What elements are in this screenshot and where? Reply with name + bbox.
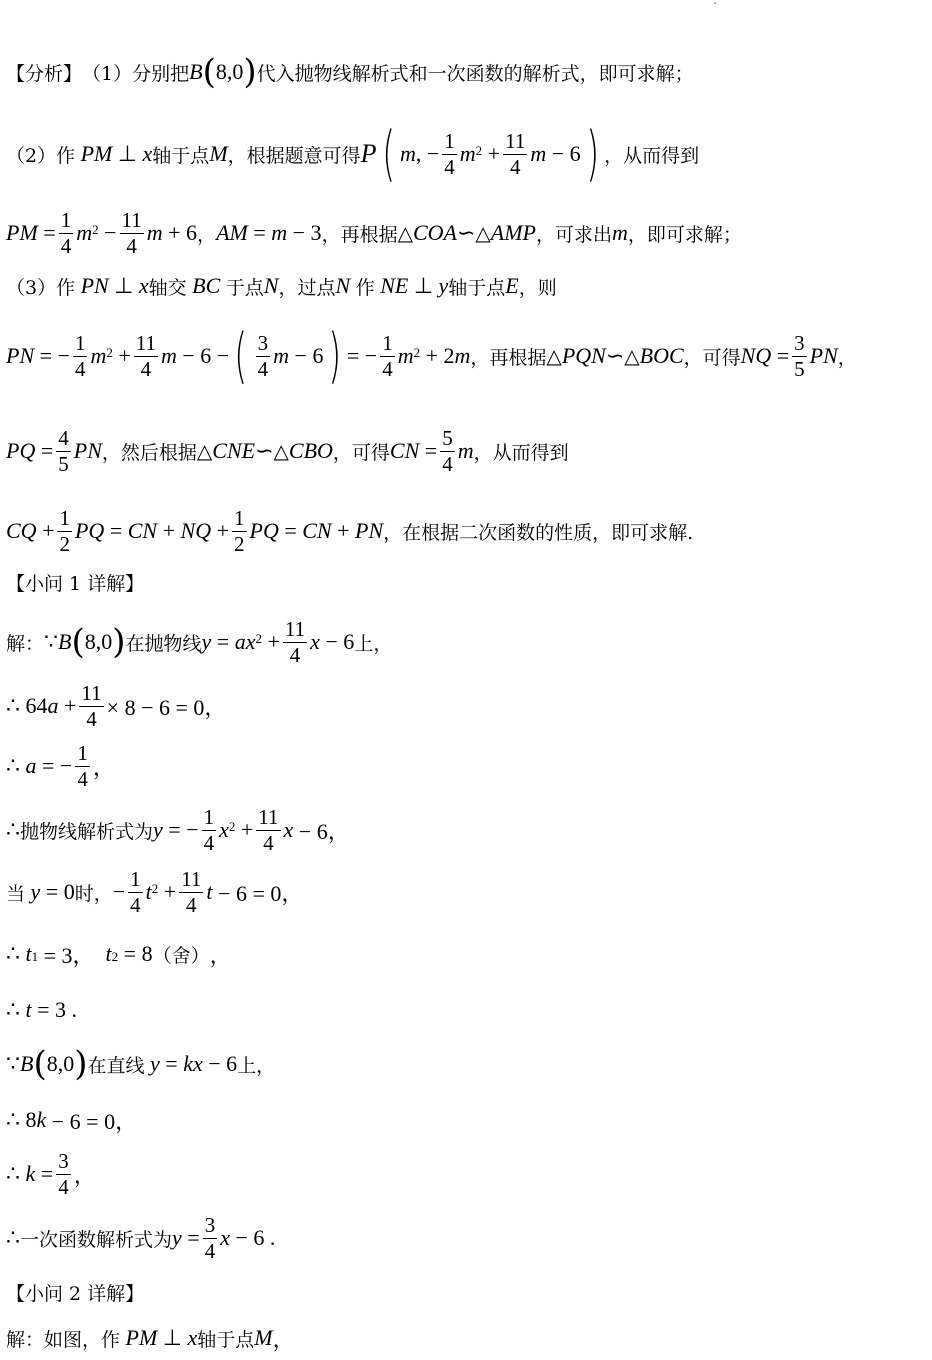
text: 代入抛物线解析式和一次函数的解析式，即可求解； — [256, 62, 694, 85]
q1-line-3: ∴ a = − $\frac{1}{4}$ ， — [6, 741, 115, 791]
text: 于点 — [225, 276, 264, 299]
text: ，根据题意可得 — [227, 144, 361, 167]
text: ，则 — [518, 276, 557, 299]
q2-header — [6, 1270, 144, 1314]
text: 抛物线解析式为 — [20, 820, 154, 843]
text: 上， — [354, 632, 393, 655]
analysis-line-4: （3）作 PN ⊥ x 轴交 BC 于点 N ，过点 N 作 NE ⊥ y 轴于点 E ，则 — [6, 273, 557, 299]
text: 解：如图，作 — [6, 1328, 121, 1351]
text: ，在根据二次函数的性质，即可求解. — [383, 521, 694, 544]
text: 作 — [355, 276, 375, 299]
text: （1）分别把 — [82, 62, 190, 85]
q1-line-10: ∴ k = $\frac{3}{4}$ ， — [6, 1149, 96, 1199]
text: ，然后根据 — [101, 441, 197, 464]
text: 轴于点 — [197, 1328, 255, 1351]
analysis-line-6: PQ = $\frac{4}{5}$ PN ，然后根据 △ CNE ∽ △ CBO ，可得 CN = $\frac{5}{4}$ m ，从而得到 — [6, 426, 569, 476]
text: ，可得 — [332, 441, 390, 464]
section-title: 【小问 2 详解】 — [6, 1282, 145, 1305]
text: ， — [197, 223, 217, 246]
analysis-line-5: PN = − $\frac{1}{4}$ m $^2$ + $\frac{11}{4}$ m − 6 − ( $\frac{3}{4}$ m − 6 ) = − $\frac{1}{4}$ m $^2$ + 2 m ，再根据 △ PQN ∽ △ BOC ，可得 NQ = $\frac{3}{5}$ PN ， — [6, 321, 857, 391]
q2-line-1: 解：如图，作 PM ⊥ x 轴于点 M ， — [6, 1325, 295, 1352]
scan-speck — [714, 2, 716, 4]
text: 当 — [6, 882, 26, 905]
section-title: 【小问 1 详解】 — [6, 572, 145, 595]
text: ，从而得到 — [604, 144, 700, 167]
q1-line-2: ∴ 64 a + $\frac{11}{4}$ × 8 − 6 = 0， — [6, 681, 227, 731]
text: 一次函数解析式为 — [20, 1228, 173, 1251]
text: （2）作 — [6, 144, 76, 167]
analysis-line-1: 【分析】 （1）分别把 B ( 8,0 ) 代入抛物线解析式和一次函数的解析式，即可求解； — [6, 52, 694, 92]
text: （3）作 — [6, 276, 76, 299]
q1-line-8: ∵ B ( 8,0 ) 在直线 y = kx − 6 上， — [6, 1044, 276, 1084]
text: 轴于点 — [152, 144, 210, 167]
text: 时， — [74, 882, 113, 905]
text: （舍） — [152, 944, 210, 967]
q1-line-7: ∴ t = 3 . — [6, 997, 78, 1022]
text: 轴交 — [148, 276, 187, 299]
text: ，过点 — [278, 276, 336, 299]
analysis-line-7: CQ + $\frac{1}{2}$ PQ = CN + NQ + $\frac{1}{2}$ PQ = CN + PN ，在根据二次函数的性质，即可求解. — [6, 506, 694, 556]
text: ，即可求解； — [627, 223, 742, 246]
q1-line-9: ∴ 8 k − 6 = 0， — [6, 1107, 138, 1134]
text: 在直线 — [87, 1054, 145, 1077]
text: ，再根据 — [321, 223, 398, 246]
text: ， — [837, 346, 857, 369]
q1-line-1: 解： ∵ B ( 8,0 ) 在抛物线 y = ax $^2$ + $\frac{11}{4}$ x − 6 上， — [6, 617, 393, 667]
analysis-line-3: PM = $\frac{1}{4}$ m $^2$ − $\frac{11}{4}$ m + 6 ， AM = m − 3 ，再根据 △ COA ∽ △ AMP ，可求出 m ，即可求解； — [6, 208, 742, 258]
q1-line-4: ∴ 抛物线解析式为 y = − $\frac{1}{4}$ x $^2$ + $\frac{11}{4}$ x − 6， — [6, 805, 350, 855]
q1-line-11: ∴ 一次函数解析式为 y = $\frac{3}{4}$ x − 6 . — [6, 1213, 276, 1263]
text: 上， — [237, 1054, 276, 1077]
analysis-header: 【分析】 — [6, 62, 83, 85]
text: 在抛物线 — [125, 632, 202, 655]
q1-line-5: 当 y = 0 时， − $\frac{1}{4}$ t $^2$ + $\frac{11}{4}$ t − 6 = 0， — [6, 867, 304, 917]
text: ，从而得到 — [473, 441, 569, 464]
text: ，可求出 — [536, 223, 613, 246]
text: 轴于点 — [448, 276, 506, 299]
q1-header — [6, 560, 144, 604]
text: 解： — [6, 632, 45, 655]
analysis-line-2: （2）作 PM ⊥ x 轴于点 M ，根据题意可得 P ( m , − $\frac{1}{4}$ m $^2$ + $\frac{11}{4}$ m − 6 ) ，从而得到 — [6, 119, 700, 189]
text: ，再根据 — [470, 346, 547, 369]
text: ，可得 — [683, 346, 741, 369]
q1-line-6: ∴ t $_1$ = 3， t $_2$ = 8 （舍） ， — [6, 941, 232, 968]
